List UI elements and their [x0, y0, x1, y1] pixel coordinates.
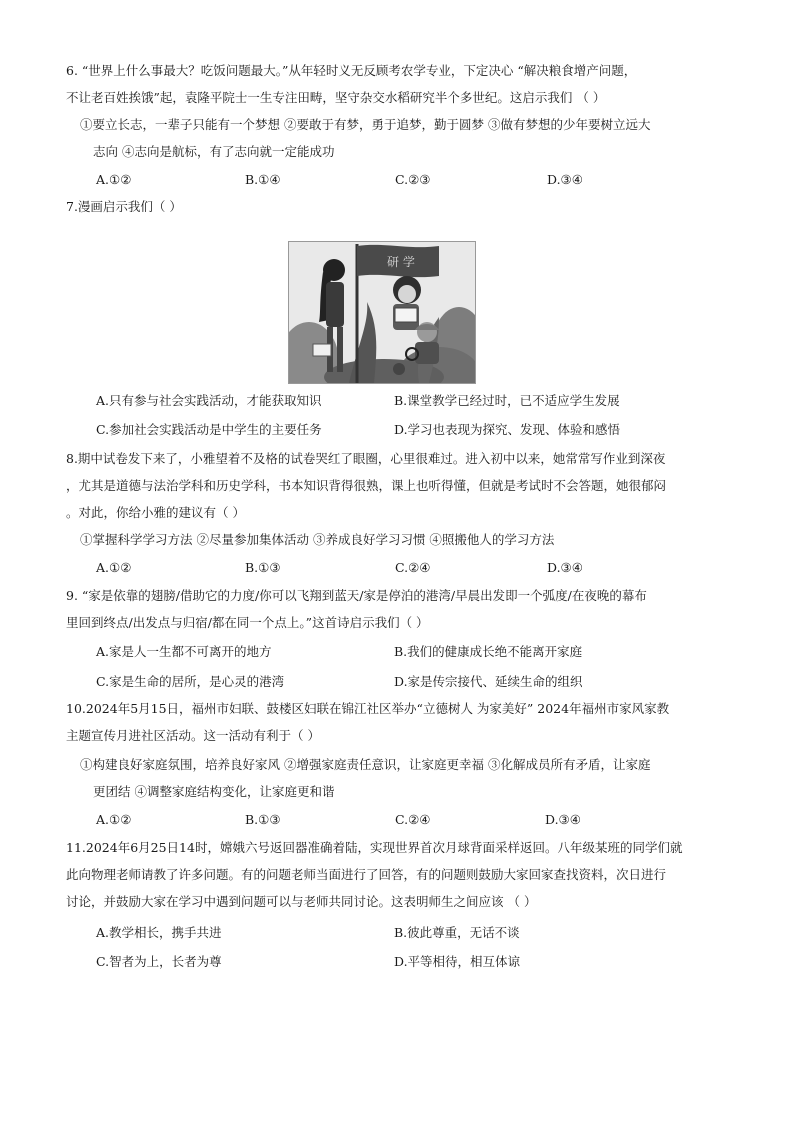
q11-option-b: B.彼此尊重，无话不谈	[394, 925, 520, 940]
q6-option-a: A.①②	[96, 172, 132, 187]
q10-option-b: B.①③	[245, 812, 281, 827]
q8-option-c: C.②④	[395, 560, 431, 575]
q6-option-c: C.②③	[395, 172, 431, 187]
q6-option-b: B.①④	[245, 172, 281, 187]
q8-option-d: D.③④	[547, 560, 583, 575]
q7-option-a: A.只有参与社会实践活动，才能获取知识	[96, 393, 322, 408]
q8-items-line-1: ①掌握科学学习方法 ②尽量参加集体活动 ③养成良好学习习惯 ④照搬他人的学习方法	[80, 532, 555, 547]
q6-option-d: D.③④	[547, 172, 583, 187]
q9-option-b: B.我们的健康成长绝不能离开家庭	[394, 644, 583, 659]
q9-stem-line-2: 里回到终点/出发点与归宿/都在同一个点上。”这首诗启示我们（ ）	[66, 615, 429, 630]
q9-option-d: D.家是传宗接代、延续生命的组织	[394, 674, 583, 689]
q8-option-a: A.①②	[96, 560, 132, 575]
q8-stem-line-1: 8.期中试卷发下来了，小雅望着不及格的试卷哭红了眼圈，心里很难过。进入初中以来，她常常写作业到深夜	[66, 451, 666, 466]
q10-items-line-2: 更团结 ④调整家庭结构变化，让家庭更和谐	[93, 784, 335, 799]
q7-stem: 7.漫画启示我们（ ）	[66, 199, 182, 214]
q11-stem-line-1: 11.2024年6月25日14时，嫦娥六号返回器准确着陆，实现世界首次月球背面采样返回。八年级某班的同学们就	[66, 840, 683, 855]
q10-stem-line-2: 主题宣传月进社区活动。这一活动有利于（ ）	[66, 728, 320, 743]
q11-option-a: A.教学相长，携手共进	[96, 925, 222, 940]
q8-stem-line-2: ，尤其是道德与法治学科和历史学科，书本知识背得很熟，课上也听得懂，但就是考试时不会答题，她很郁闷	[66, 478, 667, 493]
q10-option-d: D.③④	[545, 812, 581, 827]
q11-stem-line-3: 讨论，并鼓励大家在学习中遇到问题可以与老师共同讨论。这表明师生之间应该 （ ）	[66, 894, 537, 909]
q11-option-d: D.平等相待，相互体谅	[394, 954, 521, 969]
q6-items-line-1: ①要立长志，一辈子只能有一个梦想 ②要敢于有梦，勇于追梦，勤于圆梦 ③做有梦想的少年要树立远大	[80, 117, 651, 132]
q9-stem-line-1: 9. “家是依靠的翅膀/借助它的力度/你可以飞翔到蓝天/家是停泊的港湾/早晨出发即一个弧度/在夜晚的幕布	[66, 588, 647, 603]
q10-option-a: A.①②	[96, 812, 132, 827]
q7-option-d: D.学习也表现为探究、发现、体验和感悟	[394, 422, 621, 437]
q10-items-line-1: ①构建良好家庭氛围，培养良好家风 ②增强家庭责任意识，让家庭更幸福 ③化解成员所有矛盾，让家庭	[80, 757, 651, 772]
q7-option-c: C.参加社会实践活动是中学生的主要任务	[96, 422, 322, 437]
q11-option-c: C.智者为上，长者为尊	[96, 954, 222, 969]
flag-text: 研 学	[387, 255, 415, 269]
q11-stem-line-2: 此向物理老师请教了许多问题。有的问题老师当面进行了回答，有的问题则鼓励大家回家查找资料，次日进行	[66, 867, 667, 882]
q8-stem-line-3: 。对此，你给小雅的建议有（ ）	[66, 505, 245, 520]
q6-items-line-2: 志向 ④志向是航标，有了志向就一定能成功	[93, 144, 335, 159]
q6-stem-line-2: 不让老百姓挨饿”起，袁隆平院士一生专注田畴，坚守杂交水稻研究半个多世纪。这启示我们 （ ）	[66, 90, 606, 105]
q10-stem-line-1: 10.2024年5月15日，福州市妇联、鼓楼区妇联在锦江社区举办“立德树人 为家美好” 2024年福州市家风家教	[66, 701, 670, 716]
q7-option-b: B.课堂教学已经过时，已不适应学生发展	[394, 393, 620, 408]
q10-option-c: C.②④	[395, 812, 431, 827]
q8-option-b: B.①③	[245, 560, 281, 575]
cartoon-illustration	[289, 242, 475, 383]
q9-option-c: C.家是生命的居所，是心灵的港湾	[96, 674, 285, 689]
q9-option-a: A.家是人一生都不可离开的地方	[96, 644, 272, 659]
q7-cartoon-image	[288, 241, 476, 384]
q6-stem-line-1: 6. “世界上什么事最大？吃饭问题最大。”从年轻时义无反顾考农学专业，下定决心 “解决粮食增产问题，	[66, 63, 637, 78]
